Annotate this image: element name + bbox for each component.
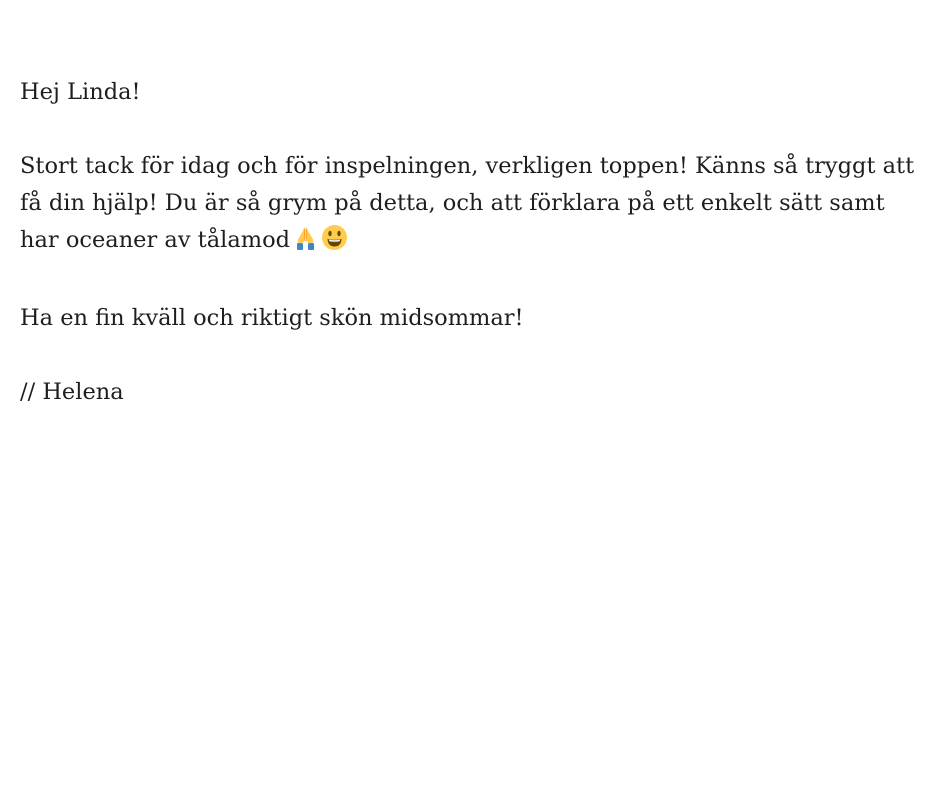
smiling-face-icon bbox=[321, 224, 348, 263]
greeting-line: Hej Linda! bbox=[20, 79, 141, 105]
message-body bbox=[20, 74, 920, 411]
closing-line: Ha en fin kväll och riktigt skön midsommar! bbox=[20, 305, 524, 331]
thank-you-paragraph bbox=[20, 148, 920, 263]
folded-hands-icon bbox=[292, 224, 319, 263]
signature: // Helena bbox=[20, 379, 124, 405]
thank-you-text: Stort tack för idag och för inspelningen, verkligen toppen! Känns så tryggt att få din hjälp! Du är så grym på detta, och att förklara på ett enkelt sätt samt har oceaner av tålamod bbox=[20, 153, 915, 253]
